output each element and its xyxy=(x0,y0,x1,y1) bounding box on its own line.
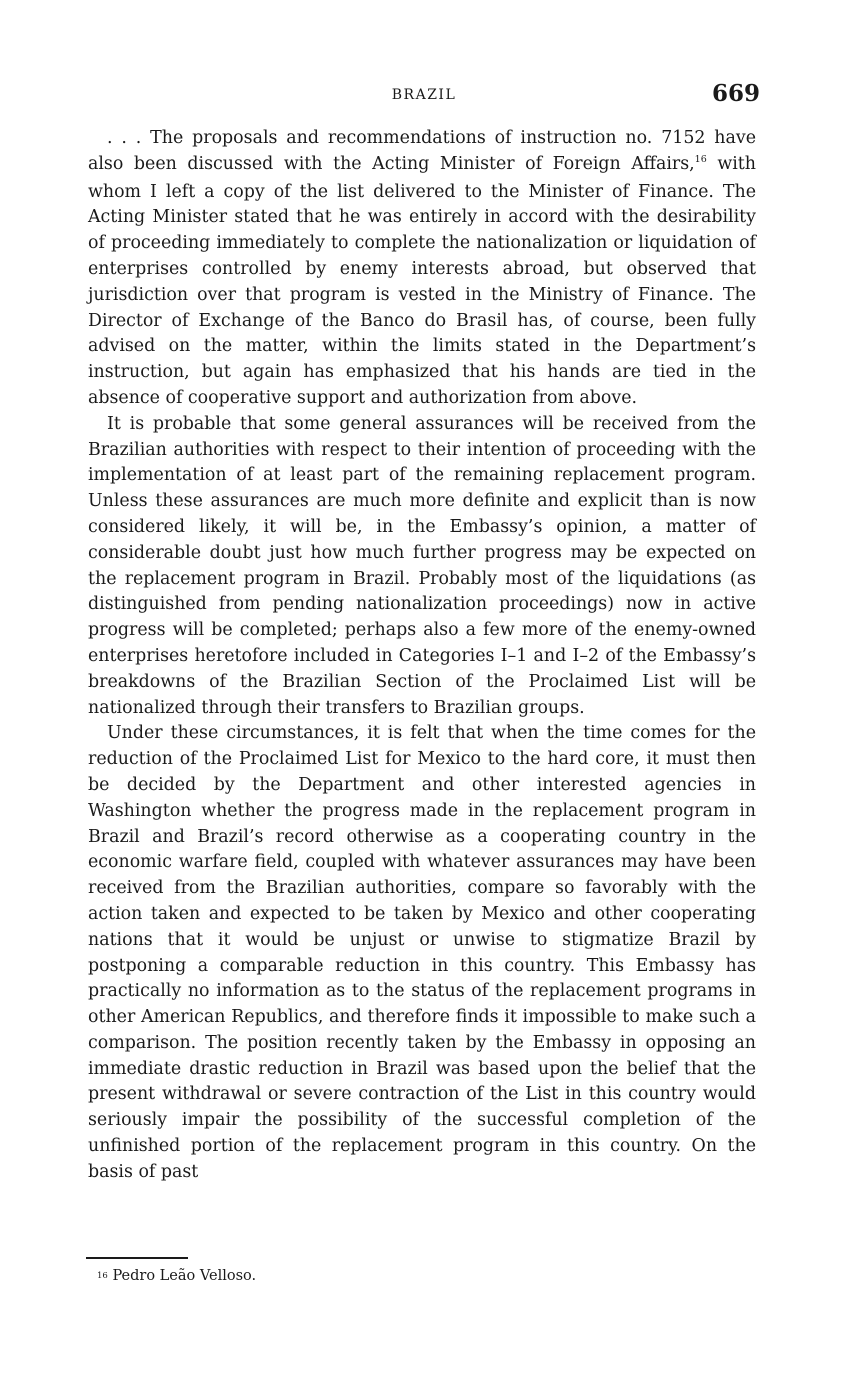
footnote-text: Pedro Leão Velloso. xyxy=(112,1268,257,1284)
running-head xyxy=(88,80,760,110)
paragraph-2: It is probable that some general assurances will be received from the Brazilian authorities with respect to their intention of proceeding with the implementation of at least part of the remaining replacement program. Unless these assurances are much more definite and explicit than is now considered likely, it will be, in the Embassy’s opinion, a matter of considerable doubt just how much further progress may be expected on the replacement program in Brazil. Probably most of the liquidations (as distinguished from pending nationalization proceedings) now in active progress will be completed; perhaps also a few more of the enemy-owned enterprises heretofore included in Categories I–1 and I–2 of the Embassy’s breakdowns of the Brazilian Section of the Proclaimed List will be nationalized through their transfers to Brazilian groups. xyxy=(88,413,756,718)
paragraph-3: Under these circumstances, it is felt that when the time comes for the reduction of the Proclaimed List for Mexico to the hard core, it must then be decided by the Department and other interested agencies in Washington whether the progress made in the replacement program in Brazil and Brazil’s record otherwise as a cooperating country in the economic warfare field, coupled with whatever assurances may have been received from the Brazilian authorities, compare so favorably with the action taken and expected to be taken by Mexico and other cooperating nations that it would be unjust or unwise to stigmatize Brazil by postponing a comparable reduction in this country. This Embassy has practically no information as to the status of the replacement programs in other American Republics, and therefore finds it impossible to make such a comparison. The position recently taken by the Embassy in opposing an immediate drastic reduction in Brazil was based upon the belief that the present withdrawal or severe contraction of the List in this country would seriously impair the possibility of the successful completion of the unfinished portion of the replacement program in this country. On the basis of past xyxy=(88,723,756,1182)
body-text xyxy=(88,126,756,1186)
page-number: 669 xyxy=(711,80,760,107)
running-title: BRAZIL xyxy=(391,87,457,103)
footnote-separator-rule xyxy=(86,1257,188,1259)
footnote xyxy=(97,1265,256,1289)
paragraph-1-continuation: with whom I left a copy of the list delivered to the Minister of Finance. The Acting Minister stated that he was entirely in accord with the desirability of proceeding immediately to complete the nationalization or liquidation of enterprises controlled by enemy interests abroad, but observed that jurisdiction over that program is vested in the Ministry of Finance. The Director of Exchange of the Banco do Brasil has, of course, been fully advised on the matter, within the limits stated in the Department’s instruction, but again has emphasized that his hands are tied in the absence of cooperative support and authorization from above. xyxy=(88,153,756,408)
paragraph-1-text: . . . The proposals and recommendations of instruction no. 7152 have also been discussed with the Acting Minister of Foreign Affairs, xyxy=(88,128,756,174)
footnote-reference: 16 xyxy=(694,153,707,165)
paragraph-1 xyxy=(88,126,756,412)
footnote-marker: 16 xyxy=(97,1271,108,1281)
